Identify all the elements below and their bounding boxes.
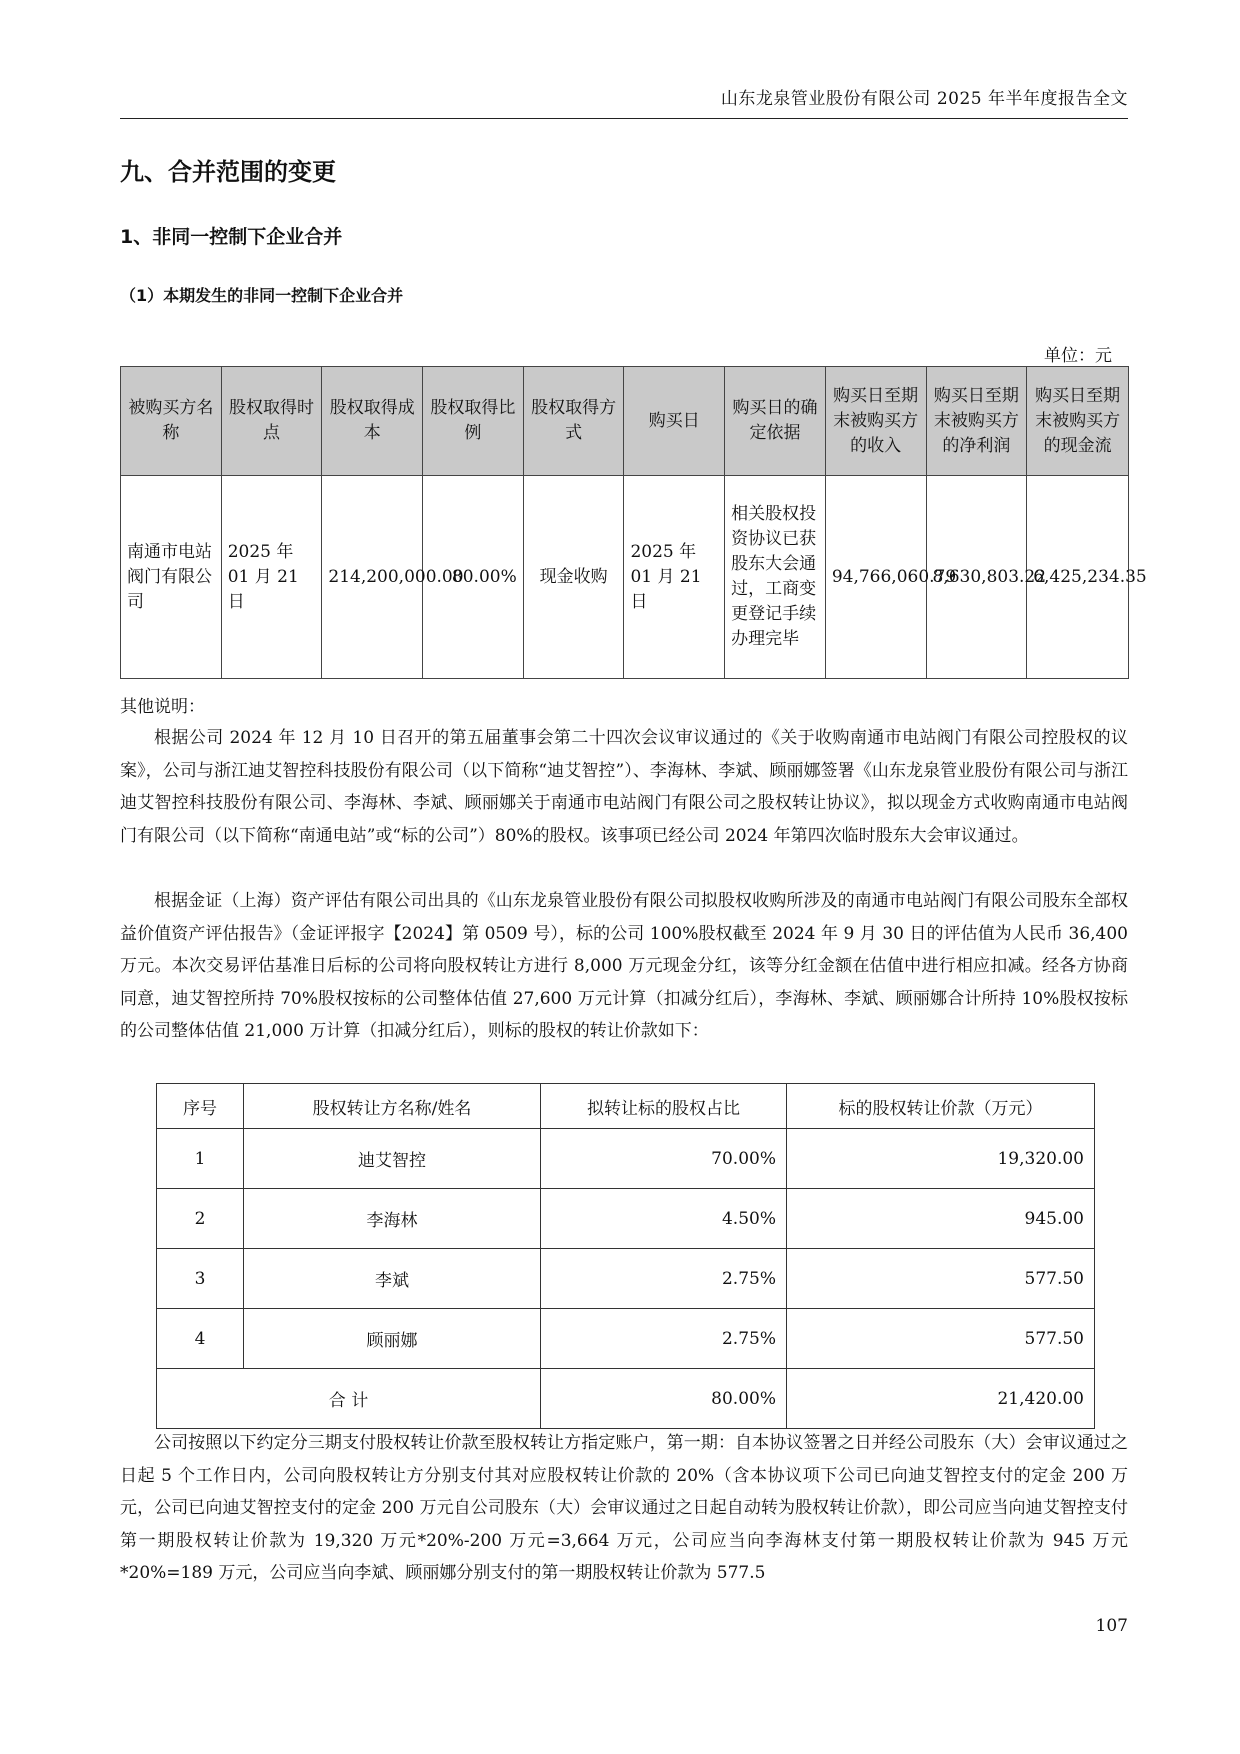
paragraph: 根据公司 2024 年 12 月 10 日召开的第五届董事会第二十四次会议审议通过的《关于收购南通市电站阀门有限公司控股权的议案》，公司与浙江迪艾智控科技股份有限公司（以下简称“迪艾智控”）、李海林、李斌、顾丽娜签署《山东龙泉管业股份有限公司与浙江迪艾智控科技股份有限公司、李海林、李斌、顾丽娜关于南通市电站阀门有限公司之股权转让协议》，拟以现金方式收购南通市电站阀门有限公司（以下简称“南通电站”或“标的公司”）80%的股权。该事项已经公司 2024 年第四次临时股东大会审议通过。 — [120, 728, 1128, 846]
acquisition-ratio-cell: 80.00% — [423, 476, 524, 679]
unit-label: 单位：元 — [1044, 346, 1112, 366]
acquiree-name-cell: 南通市电站阀门有限公司 — [121, 476, 222, 679]
seq-cell: 2 — [157, 1189, 244, 1249]
section-title: 九、合并范围的变更 — [120, 158, 336, 186]
running-header: 山东龙泉管业股份有限公司 2025 年半年度报告全文 — [720, 89, 1128, 109]
table-row — [157, 1129, 1095, 1189]
merger-table — [120, 366, 1147, 679]
merger-table-header: 购买日 — [624, 367, 725, 476]
merger-table-header: 股权取得成本 — [322, 367, 423, 476]
merger-table-header: 股权取得方式 — [523, 367, 624, 476]
transferor-cell: 顾丽娜 — [244, 1309, 541, 1369]
seq-cell: 4 — [157, 1309, 244, 1369]
ratio-cell: 2.75% — [541, 1309, 787, 1369]
purchase-date-basis-cell: 相关股权投资协议已获股东大会通过，工商变更登记手续办理完毕 — [725, 476, 826, 679]
table-row — [157, 1189, 1095, 1249]
merger-table-header: 购买日至期末被购买方的净利润 — [926, 367, 1027, 476]
total-price-cell: 21,420.00 — [787, 1369, 1095, 1429]
merger-table-header: 股权取得时点 — [221, 367, 322, 476]
transferor-cell: 迪艾智控 — [244, 1129, 541, 1189]
ratio-cell: 4.50% — [541, 1189, 787, 1249]
transfer-price-header: 序号 — [157, 1084, 244, 1129]
merger-table-header: 被购买方名称 — [121, 367, 222, 476]
seq-cell: 3 — [157, 1249, 244, 1309]
price-cell: 19,320.00 — [787, 1129, 1095, 1189]
transferor-cell: 李海林 — [244, 1189, 541, 1249]
subsection-title: 1、非同一控制下企业合并 — [120, 226, 343, 248]
table-row — [157, 1309, 1095, 1369]
paragraph: 根据金证（上海）资产评估有限公司出具的《山东龙泉管业股份有限公司拟股权收购所涉及的南通市电站阀门有限公司股东全部权益价值资产评估报告》（金证评报字【2024】第 0509 号），标的公司 100%股权截至 2024 年 9 月 30 日的评估值为人民币 36,400 万元。本次交易评估基准日后标的公司将向股权转让方进行 8,000 万元现金分红，该等分红金额在估值中进行相应扣减。经各方协商同意，迪艾智控所持 70%股权按标的公司整体估值 27,600 万元计算（扣减分红后），李海林、李斌、顾丽娜合计所持 10%股权按标的公司整体估值 21,000 万计算（扣减分红后），则标的股权的转让价款如下： — [120, 891, 1128, 1041]
ratio-cell: 70.00% — [541, 1129, 787, 1189]
net-profit-cell: 8,630,803.22 — [926, 476, 1027, 679]
transfer-price-header: 拟转让标的股权占比 — [541, 1084, 787, 1129]
merger-table-header: 购买日至期末被购买方的收入 — [825, 367, 926, 476]
acquisition-cost-cell: 214,200,000.00 — [322, 476, 423, 679]
table-row — [121, 476, 1129, 679]
other-notes-label: 其他说明： — [120, 697, 205, 717]
transfer-price-header: 标的股权转让价款（万元） — [787, 1084, 1095, 1129]
subsubsection-title: （1）本期发生的非同一控制下企业合并 — [120, 286, 404, 305]
price-cell: 945.00 — [787, 1189, 1095, 1249]
total-ratio-cell: 80.00% — [541, 1369, 787, 1429]
header-divider — [120, 118, 1128, 119]
total-row — [157, 1369, 1095, 1429]
cash-flow-cell: 6,425,234.35 — [1027, 476, 1129, 679]
price-cell: 577.50 — [787, 1309, 1095, 1369]
ratio-cell: 2.75% — [541, 1249, 787, 1309]
table-row — [157, 1249, 1095, 1309]
seq-cell: 1 — [157, 1129, 244, 1189]
purchase-date-cell: 2025 年 01 月 21 日 — [624, 476, 725, 679]
merger-table-header: 购买日至期末被购买方的现金流 — [1027, 367, 1129, 476]
page-number: 107 — [1095, 1616, 1128, 1636]
price-cell: 577.50 — [787, 1249, 1095, 1309]
acquisition-time-cell: 2025 年 01 月 21 日 — [221, 476, 322, 679]
transfer-price-header: 股权转让方名称/姓名 — [244, 1084, 541, 1129]
acquisition-method-cell: 现金收购 — [523, 476, 624, 679]
merger-table-header: 购买日的确定依据 — [725, 367, 826, 476]
total-label-cell: 合 计 — [157, 1369, 541, 1429]
paragraph: 公司按照以下约定分三期支付股权转让价款至股权转让方指定账户，第一期：自本协议签署之日并经公司股东（大）会审议通过之日起 5 个工作日内，公司向股权转让方分别支付其对应股权转让价款的 20%（含本协议项下公司已向迪艾智控支付的定金 200 万元，公司已向迪艾智控支付的定金 200 万元自公司股东（大）会审议通过之日起自动转为股权转让价款），即公司应当向迪艾智控支付第一期股权转让价款为 19,320 万元*20%-200 万元=3,664 万元，公司应当向李海林支付第一期股权转让价款为 945 万元*20%=189 万元，公司应当向李斌、顾丽娜分别支付的第一期股权转让价款为 577.5 — [120, 1433, 1128, 1583]
transfer-price-header-row — [157, 1084, 1095, 1129]
merger-table-header-row — [121, 367, 1129, 476]
merger-table-header: 股权取得比例 — [423, 367, 524, 476]
revenue-cell: 94,766,060.79 — [825, 476, 926, 679]
transferor-cell: 李斌 — [244, 1249, 541, 1309]
transfer-price-table — [156, 1083, 1095, 1429]
